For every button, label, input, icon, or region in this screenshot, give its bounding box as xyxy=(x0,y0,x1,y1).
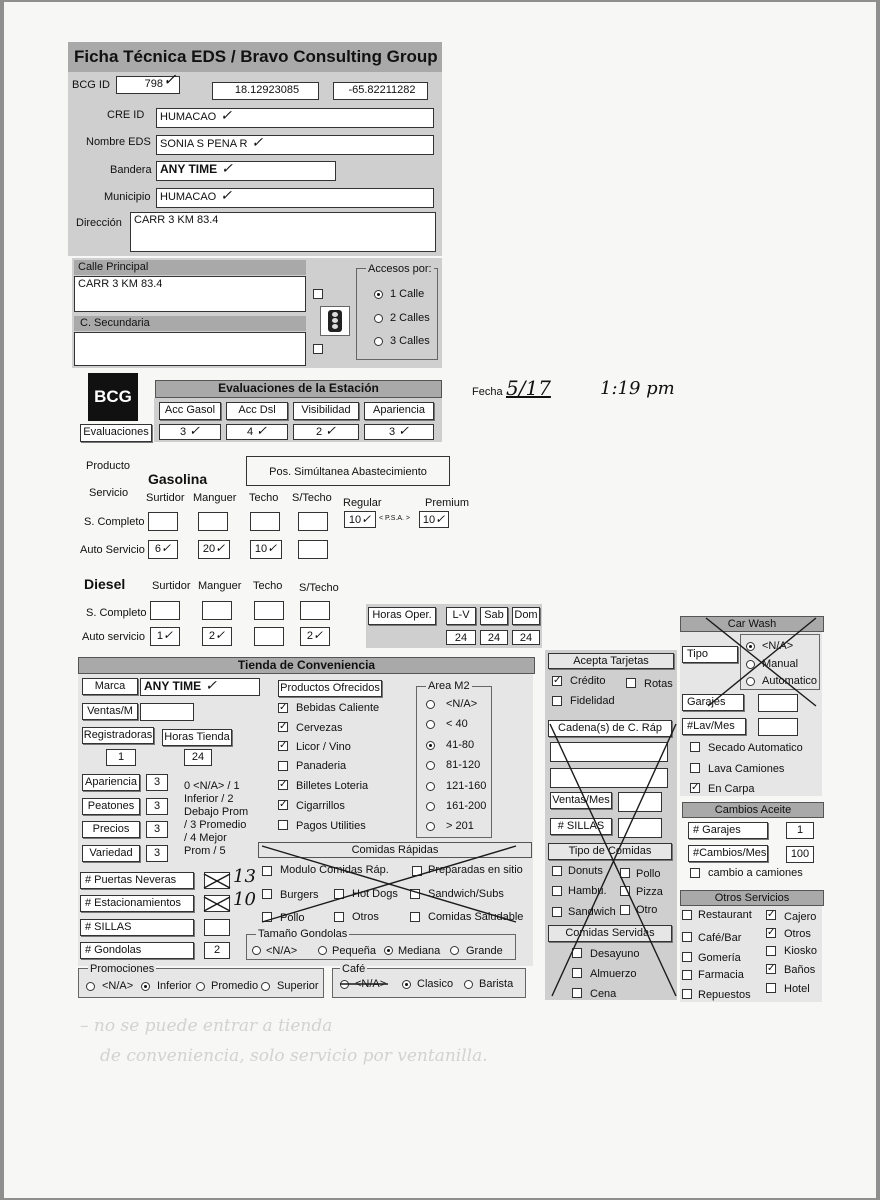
rating-scale-legend: 0 <N/A> / 1 Inferior / 2 Debajo Prom / 3 Promedio / 4 Mejor Prom / 5 xyxy=(184,780,249,857)
psa-label: < P.S.A. > xyxy=(379,515,411,522)
cafe-option: <N/A> xyxy=(355,978,387,990)
otro-servicio-label: Restaurant xyxy=(698,909,752,921)
car-wash-option: <N/A> xyxy=(762,640,794,652)
peatones-rating-value[interactable]: 3 xyxy=(146,798,168,815)
fecha-label: Fecha xyxy=(472,386,503,398)
comidas-rapidas-title: Comidas Rápidas xyxy=(258,842,532,858)
premium-label: Premium xyxy=(425,497,470,509)
producto-checkbox[interactable]: ✓ xyxy=(279,702,288,713)
registradoras-button[interactable]: Registradoras xyxy=(82,727,154,744)
diesel-col-header: Manguer xyxy=(198,580,242,592)
horas-dom-header: Dom xyxy=(512,607,540,625)
registradoras-value[interactable]: 1 xyxy=(106,749,136,766)
accesos-option-label: 1 Calle xyxy=(390,288,425,300)
bandera-value: ANY TIME xyxy=(160,162,218,176)
promo-option: Inferior xyxy=(157,980,192,992)
horas-sab-header: Sab xyxy=(480,607,508,625)
peatones-rating-label: Peatones xyxy=(82,798,140,815)
gas-col-header: Techo xyxy=(249,492,279,504)
estacionamientos-note: 10 xyxy=(233,889,256,910)
otro-servicio-label: Kiosko xyxy=(784,945,818,957)
car-wash-garajes-label: Garajes xyxy=(682,694,744,711)
producto-label: Cervezas xyxy=(296,722,343,734)
comida-label: Pollo xyxy=(280,912,305,924)
nombre-eds-label: Nombre EDS xyxy=(86,136,151,148)
gas-col-header: S/Techo xyxy=(292,492,332,504)
car-wash-option: Manual xyxy=(762,658,799,670)
horas-tienda-button[interactable]: Horas Tienda xyxy=(162,729,232,746)
puertas-neveras-note: 13 xyxy=(233,866,256,887)
productos-ofrecidos-title: Productos Ofrecidos xyxy=(278,680,382,697)
area-option: 81-120 xyxy=(446,759,481,771)
direccion-label: Dirección xyxy=(76,217,122,229)
producto-label: Pagos Utilities xyxy=(296,820,366,832)
otro-servicio-label: Café/Bar xyxy=(698,932,742,944)
producto-checkbox[interactable]: ✓ xyxy=(279,779,288,790)
servicio-label: Servicio xyxy=(89,487,129,499)
otro-servicio-label: Cajero xyxy=(784,911,817,923)
sillas-label: # SILLAS xyxy=(80,919,194,936)
comidas-servidas-title: Comidas Servidas xyxy=(548,925,672,942)
diesel-auto-surtidor[interactable]: 1✓ xyxy=(150,627,180,646)
gondolas-label: # Gondolas xyxy=(80,942,194,959)
form-title: Ficha Técnica EDS / Bravo Consulting Group xyxy=(68,42,442,72)
tarjeta-label: Fidelidad xyxy=(570,695,615,707)
cadena-title: Cadena(s) de C. Ráp xyxy=(548,720,672,737)
bcg-logo: BCG xyxy=(88,373,138,421)
producto-label: Licor / Vino xyxy=(296,741,351,753)
ventas-mes-label: Ventas/Mes xyxy=(550,792,612,809)
gas-auto-surtidor[interactable]: 6✓ xyxy=(148,540,178,559)
handwritten-note-line-1: – no se puede entrar a tienda xyxy=(80,1016,333,1036)
cafe-title: Café xyxy=(342,963,366,975)
servida-label: Almuerzo xyxy=(590,968,637,980)
diesel-col-header: Surtidor xyxy=(152,580,191,592)
regular-value[interactable]: 10✓ xyxy=(344,511,376,528)
horas-sab-value[interactable]: 24 xyxy=(480,630,508,645)
car-wash-option: Automatico xyxy=(762,675,818,687)
check-mark: ✓ xyxy=(163,70,177,89)
gas-col-header: Surtidor xyxy=(146,492,185,504)
visibilidad-header: Visibilidad xyxy=(293,402,359,420)
apariencia-rating-value[interactable]: 3 xyxy=(146,774,168,791)
accesos-option-label: 2 Calles xyxy=(390,312,430,324)
otro-servicio-label: Hotel xyxy=(784,983,810,995)
otro-servicio-label: Baños xyxy=(784,964,816,976)
comida-label: Burgers xyxy=(280,889,319,901)
check-mark: ✓ xyxy=(220,108,232,124)
gas-col-header: Manguer xyxy=(193,492,237,504)
precios-rating-value[interactable]: 3 xyxy=(146,821,168,838)
gasolina-title: Gasolina xyxy=(148,471,208,487)
marca-button[interactable]: Marca xyxy=(82,678,138,695)
producto-label: Bebidas Caliente xyxy=(296,702,380,714)
area-option: < 40 xyxy=(446,718,468,730)
car-wash-title: Car Wash xyxy=(680,616,824,632)
municipio-label: Municipio xyxy=(104,191,151,203)
lav-mes-label: #Lav/Mes xyxy=(682,718,746,735)
comida-label: Otros xyxy=(352,911,379,923)
cambios-mes-value[interactable]: 100 xyxy=(786,846,814,863)
fecha-handwritten: 5/17 xyxy=(506,376,551,400)
handwritten-note-line-2: de conveniencia, solo servicio por ventanilla. xyxy=(100,1046,488,1066)
otro-servicio-checkbox[interactable]: ✓ xyxy=(767,963,776,974)
nombre-eds-value: SONIA S PENA R xyxy=(160,138,248,150)
acc-gasol-value[interactable]: 3 ✓ xyxy=(159,424,221,440)
tipo-comida-label: Donuts xyxy=(568,865,603,877)
direccion-field[interactable]: CARR 3 KM 83.4 xyxy=(130,212,436,252)
car-wash-tipo-label: Tipo xyxy=(682,646,738,663)
estacionamientos-label: # Estacionamientos xyxy=(80,895,194,912)
tipo-comida-label: Hambu. xyxy=(568,885,607,897)
comida-label: Comidas Saludable xyxy=(428,911,524,923)
promo-option: Promedio xyxy=(211,980,259,992)
producto-checkbox[interactable]: ✓ xyxy=(279,740,288,751)
comida-label: Modulo Comidas Ráp. xyxy=(280,864,389,876)
comida-label: Sandwich/Subs xyxy=(428,888,504,900)
gas-row-label: Auto Servicio xyxy=(80,544,145,556)
comida-label: Hot Dogs xyxy=(352,888,398,900)
gas-auto-techo[interactable]: 10✓ xyxy=(250,540,282,559)
diesel-title: Diesel xyxy=(84,576,126,592)
producto-label: Billetes Loteria xyxy=(296,780,369,792)
diesel-auto-stecho[interactable]: 2✓ xyxy=(300,627,330,646)
car-wash-extra-label: Secado Automatico xyxy=(708,742,803,754)
check-mark: ✓ xyxy=(205,678,217,694)
otro-servicio-checkbox[interactable]: ✓ xyxy=(767,909,776,920)
diesel-col-header: Techo xyxy=(253,580,283,592)
variedad-rating-label: Variedad xyxy=(82,845,140,862)
evaluaciones-title: Evaluaciones de la Estación xyxy=(155,380,442,398)
puertas-neveras-label: # Puertas Neveras xyxy=(80,872,194,889)
tipo-comida-label: Sandwich xyxy=(568,906,616,918)
tienda-title: Tienda de Conveniencia xyxy=(78,657,535,674)
servida-label: Cena xyxy=(590,988,617,1000)
horas-oper-button[interactable]: Horas Oper. xyxy=(368,607,436,625)
promo-option: <N/A> xyxy=(102,980,134,992)
pos-simultanea-box: Pos. Simúltanea Abastecimiento xyxy=(246,456,450,486)
producto-label: Panaderia xyxy=(296,760,347,772)
aceite-garajes-label: # Garajes xyxy=(688,822,768,839)
area-option: 121-160 xyxy=(446,780,487,792)
cre-id-label: CRE ID xyxy=(107,109,145,121)
apariencia-value[interactable]: 3 ✓ xyxy=(364,424,434,440)
aceite-garajes-value[interactable]: 1 xyxy=(786,822,814,839)
area-option: <N/A> xyxy=(446,698,478,710)
bcg-id-value: 798 xyxy=(144,78,163,90)
diesel-row-label: Auto servicio xyxy=(82,631,145,643)
promociones-title: Promociones xyxy=(90,963,155,975)
tipo-comida-label: Otro xyxy=(636,904,658,916)
cre-id-value: HUMACAO xyxy=(160,111,217,123)
marca-field[interactable]: ANY TIME ✓ xyxy=(140,678,260,696)
municipio-value: HUMACAO xyxy=(160,191,217,203)
car-wash-extra-label: Lava Camiones xyxy=(708,763,785,775)
cafe-option: Clasico xyxy=(417,978,454,990)
gas-row-label: S. Completo xyxy=(84,516,145,528)
gondolas-value[interactable]: 2 xyxy=(204,942,230,959)
diesel-col-header: S/Techo xyxy=(299,582,339,594)
bandera-label: Bandera xyxy=(110,164,152,176)
otro-servicio-label: Repuestos xyxy=(698,989,751,1001)
tipo-comidas-title: Tipo de Comidas xyxy=(548,843,672,860)
cadena-sillas-label: # SILLAS xyxy=(550,818,612,835)
acc-dsl-header: Acc Dsl xyxy=(226,402,288,420)
cambios-aceite-title: Cambios Aceite xyxy=(682,802,824,818)
hora-handwritten: 1:19 pm xyxy=(600,378,675,399)
servida-label: Desayuno xyxy=(590,948,640,960)
gondola-option: Grande xyxy=(466,945,503,957)
promo-option: Superior xyxy=(277,980,319,992)
car-wash-extra-checkbox[interactable]: ✓ xyxy=(691,782,700,793)
comida-label: Preparadas en sitio xyxy=(428,864,523,876)
cafe-option: Barista xyxy=(479,978,514,990)
evaluaciones-button[interactable]: Evaluaciones xyxy=(80,424,152,442)
producto-checkbox[interactable]: ✓ xyxy=(279,721,288,732)
gas-auto-manguer[interactable]: 20✓ xyxy=(198,540,230,559)
horas-dom-value[interactable]: 24 xyxy=(512,630,540,645)
horas-lv-value[interactable]: 24 xyxy=(446,630,476,645)
otro-servicio-checkbox[interactable]: ✓ xyxy=(767,927,776,938)
premium-value[interactable]: 10✓ xyxy=(419,511,449,528)
ventas-m-button[interactable]: Ventas/M xyxy=(82,703,138,720)
check-mark: ✓ xyxy=(251,135,264,151)
acepta-tarjetas-title: Acepta Tarjetas xyxy=(548,653,674,669)
otro-servicio-label: Gomería xyxy=(698,952,741,964)
producto-label: Producto xyxy=(86,460,131,472)
apariencia-header: Apariencia xyxy=(364,402,434,420)
precios-rating-label: Precios xyxy=(82,821,140,838)
calle-principal-field[interactable]: CARR 3 KM 83.4 xyxy=(74,276,306,312)
car-wash-extra-label: En Carpa xyxy=(708,783,755,795)
accesos-label: Accesos por: xyxy=(368,263,432,275)
check-mark: ✓ xyxy=(221,161,233,177)
diesel-auto-manguer[interactable]: 2✓ xyxy=(202,627,232,646)
acc-dsl-value[interactable]: 4 ✓ xyxy=(226,424,288,440)
area-option: 161-200 xyxy=(446,800,487,812)
gondola-option: Mediana xyxy=(398,945,441,957)
producto-label: Cigarrillos xyxy=(296,800,345,812)
check-mark: ✓ xyxy=(220,188,232,204)
gondola-option: Pequeña xyxy=(332,945,377,957)
gondolas-size-title: Tamaño Gondolas xyxy=(258,928,348,940)
calle-principal-label: Calle Principal xyxy=(78,261,149,273)
cambios-mes-label: #Cambios/Mes xyxy=(688,845,768,862)
acc-gasol-header: Acc Gasol xyxy=(159,402,221,420)
tipo-comida-label: Pizza xyxy=(636,886,663,898)
visibilidad-value[interactable]: 2 ✓ xyxy=(293,424,359,440)
regular-label: Regular xyxy=(343,497,382,509)
calle-secundaria-label: C. Secundaria xyxy=(80,317,150,329)
otro-servicio-label: Otros xyxy=(784,928,811,940)
tarjeta-label: Rotas xyxy=(644,678,673,690)
diesel-row-label: S. Completo xyxy=(86,607,147,619)
bcg-id-label: BCG ID xyxy=(72,79,110,91)
otro-servicio-label: Farmacia xyxy=(698,969,744,981)
tarjeta-label: Crédito xyxy=(570,675,606,687)
producto-checkbox[interactable]: ✓ xyxy=(279,799,288,810)
otros-servicios-title: Otros Servicios xyxy=(680,890,824,906)
accesos-option-label: 3 Calles xyxy=(390,335,430,347)
area-m2-title: Area M2 xyxy=(428,680,470,692)
longitude-field[interactable]: -65.82211282 xyxy=(333,82,428,100)
variedad-rating-value[interactable]: 3 xyxy=(146,845,168,862)
tarjeta-checkbox[interactable]: ✓ xyxy=(553,675,562,686)
horas-tienda-value[interactable]: 24 xyxy=(184,749,212,766)
area-option: > 201 xyxy=(446,820,474,832)
cambio-camiones-label: cambio a camiones xyxy=(708,867,803,879)
horas-lv-header: L-V xyxy=(446,607,476,625)
latitude-field[interactable]: 18.12923085 xyxy=(212,82,319,100)
area-option: 41-80 xyxy=(446,739,475,751)
tipo-comida-label: Pollo xyxy=(636,868,661,880)
apariencia-rating-label: Apariencia xyxy=(82,774,140,791)
gondola-option: <N/A> xyxy=(266,945,298,957)
